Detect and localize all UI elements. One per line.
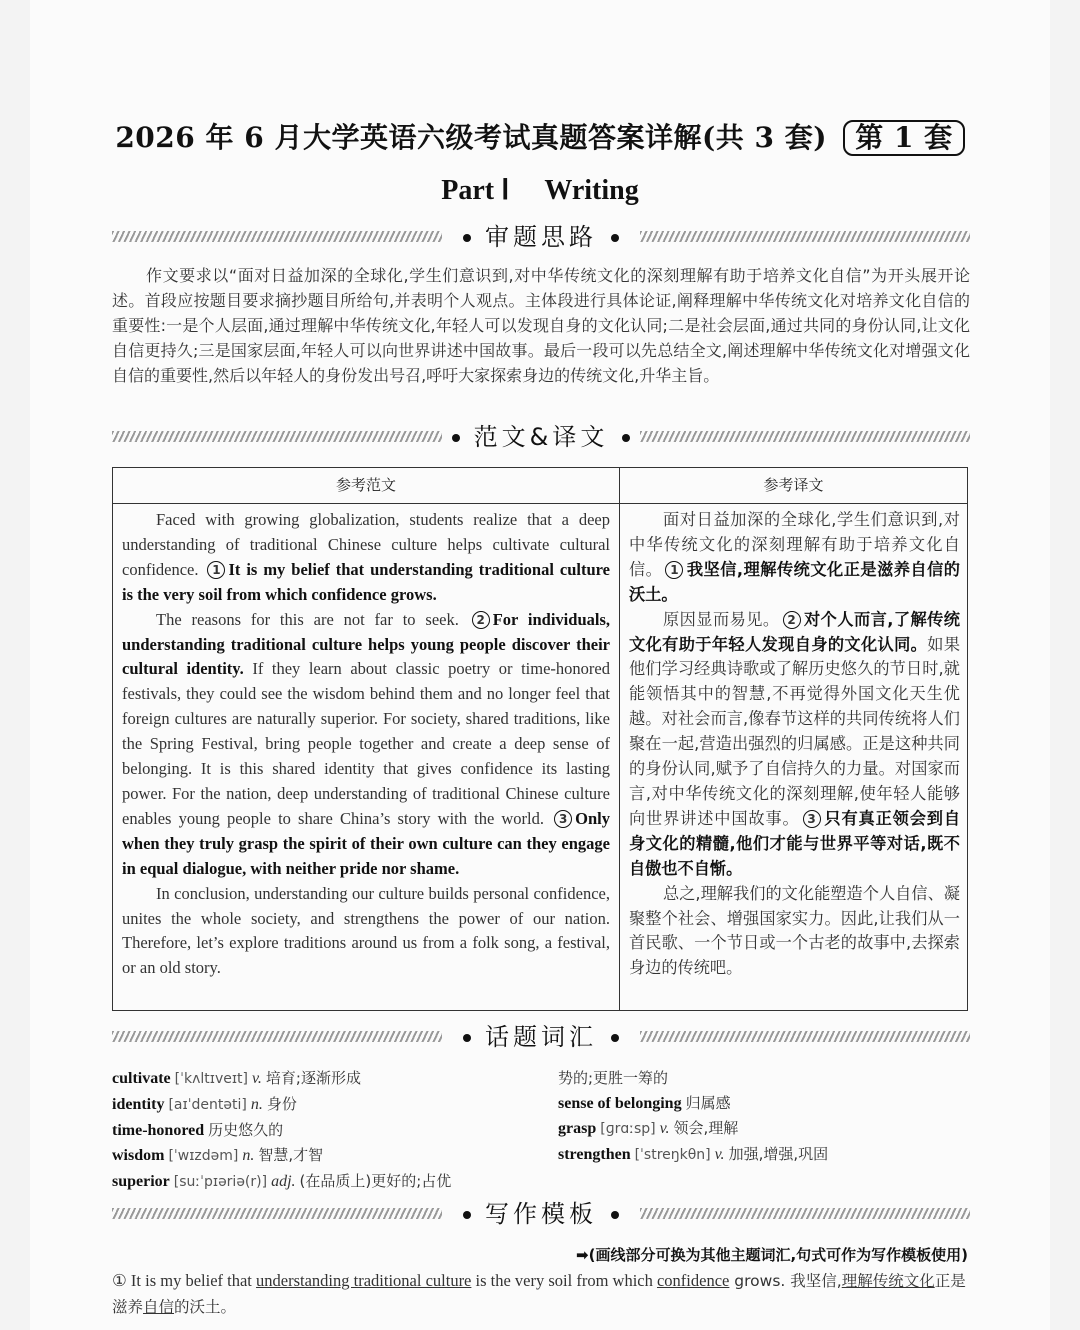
vocab-word: grasp: [558, 1120, 597, 1137]
sample-essay: [122, 508, 610, 981]
translation: [629, 508, 960, 981]
vocab-phonetic: [ˈwɪzdəm]: [168, 1148, 239, 1164]
vocab-meaning: 势的;更胜一筹的: [558, 1069, 669, 1087]
vocab-pos: v.: [659, 1120, 670, 1137]
vocab-item: [558, 1116, 970, 1142]
vocab-meaning: (在品质上)更好的;占优: [299, 1172, 452, 1190]
bullet-dot-icon: [463, 234, 471, 242]
vocab-word: cultivate: [112, 1070, 171, 1087]
key-sentence: 我坚信,理解传统文化正是滋养自信的沃土。: [629, 559, 960, 604]
vocab-phonetic: [aɪˈdentəti]: [168, 1097, 247, 1113]
translation-text: 原因显而易见。: [663, 609, 780, 629]
translation-paragraph: [629, 508, 960, 608]
example-text: 的沃土。: [174, 1298, 237, 1316]
vocab-word: sense of belonging: [558, 1095, 682, 1112]
vocab-meaning: 培育;逐渐形成: [265, 1069, 361, 1087]
page-title: [0, 116, 1080, 156]
underlined-phrase: confidence: [656, 1271, 730, 1290]
vocab-item: [558, 1142, 970, 1168]
vocab-meaning: 身份: [266, 1095, 297, 1113]
vocab-meaning: 领会,理解: [673, 1119, 739, 1137]
marker-icon: 1: [665, 561, 683, 579]
bullet-dot-icon: [463, 1034, 471, 1042]
underlined-phrase: 自信: [143, 1298, 175, 1316]
vocab-phonetic: [ˈstreŋkθn]: [634, 1147, 711, 1163]
essay-text: Faced with growing globalization, students realize that a deep understanding of traditional Chinese culture helps cultivate cultural confidence.: [122, 510, 610, 579]
vocab-pos: adj.: [271, 1173, 296, 1190]
bullet-dot-icon: [611, 234, 619, 242]
example-text: grows. 我坚信,: [729, 1272, 842, 1290]
vocab-pos: v.: [252, 1070, 262, 1087]
vocab-meaning: 智慧,才智: [258, 1146, 324, 1164]
bullet-dot-icon: [611, 1034, 619, 1042]
vocab-word: identity: [112, 1096, 165, 1113]
bullet-dot-icon: [463, 1211, 471, 1219]
section-title: 话题词汇: [485, 1023, 597, 1051]
column-header-translation: 参考译文: [763, 476, 824, 494]
part-name: Writing: [544, 175, 639, 206]
vocab-pos: n.: [250, 1096, 263, 1113]
section-divider-sample: [112, 422, 970, 452]
section-title: 审题思路: [485, 223, 597, 251]
vocab-phonetic: [suːˈpɪəriə(r)]: [173, 1174, 268, 1190]
translation-paragraph: [629, 608, 960, 882]
essay-paragraph: [122, 508, 610, 608]
vocab-pos: n.: [242, 1147, 255, 1164]
essay-text: If they learn about classic poetry or time-honored festivals, they could see the wisdom behind them and no longer feel that foreign cultures are naturally superior. For society, shared traditions, like the Spring Festival, bring people together and create a deep sense of belonging. It is this shared identity that gives confidence its lasting power. For the nation, deep understanding of traditional Chinese culture enables young people to share China’s story with the world.: [122, 659, 610, 828]
set-badge: 第 1 套: [843, 120, 964, 156]
section-divider-vocab: [112, 1022, 970, 1052]
part-number: Part Ⅰ: [441, 175, 510, 206]
section-title: 范文&译文: [473, 423, 609, 451]
vocab-item: [112, 1118, 552, 1143]
bullet-dot-icon: [622, 434, 630, 442]
marker-icon: 3: [803, 810, 821, 828]
key-sentence: It is my belief that understanding traditional culture is the very soil from which confidence grows.: [122, 559, 611, 604]
vocab-meaning: 归属感: [685, 1094, 731, 1112]
table-header: [113, 468, 967, 504]
vocab-pos: v.: [714, 1146, 725, 1163]
section-title: 写作模板: [485, 1200, 597, 1228]
section-divider-template: [112, 1199, 970, 1229]
translation-paragraph: 总之,理解我们的文化能塑造个人自信、凝聚整个社会、增强国家实力。因此,让我们从一首民歌、一个节日或一个古老的故事中,去探索身边的传统吧。: [629, 883, 960, 978]
essay-text: The reasons for this are not far to seek.: [156, 609, 459, 629]
part-heading: [0, 173, 1080, 207]
template-example: [112, 1268, 970, 1320]
key-sentence: 只有真正领会到自身文化的精髓,他们才能与世界平等对话,既不自傲也不自惭。: [629, 808, 961, 878]
vocab-word: strengthen: [558, 1146, 631, 1163]
vocab-phonetic: [ɡrɑːsp]: [600, 1121, 656, 1137]
example-text: 正是滋养: [112, 1272, 966, 1316]
vocab-list-left: [112, 1066, 552, 1195]
example-text: It is my belief that: [130, 1271, 257, 1290]
example-number: ①: [112, 1271, 127, 1290]
marker-icon: 3: [554, 810, 572, 828]
essay-paragraph: [122, 608, 610, 882]
key-sentence: Only when they truly grasp the spirit of their own culture can they engage in equal dialogue, with neither pride nor shame.: [122, 808, 610, 878]
underlined-phrase: understanding traditional culture: [256, 1271, 472, 1290]
essay-paragraph: In conclusion, understanding our culture builds personal confidence, unites the whole society, and strengthens the power of our nation. Therefore, let’s explore traditions around us from a folk song, a festival, or an old story.: [122, 883, 610, 978]
vocab-word: superior: [112, 1173, 170, 1190]
translation-text: 面对日益加深的全球化,学生们意识到,对中华传统文化的深刻理解有助于培养文化自信。: [629, 510, 960, 579]
vocab-list-right: [558, 1066, 970, 1168]
marker-icon: 2: [472, 611, 490, 629]
vocab-meaning: 加强,增强,巩固: [728, 1145, 829, 1163]
bullet-dot-icon: [611, 1211, 619, 1219]
title-text: 2026 年 6 月大学英语六级考试真题答案详解(共 3 套): [115, 121, 827, 154]
key-sentence: For individuals, understanding traditional culture helps young people discover their cultural identity.: [122, 609, 610, 679]
underlined-phrase: 理解传统文化: [841, 1272, 935, 1290]
vocab-item: [558, 1091, 970, 1116]
sample-table: [112, 467, 968, 1011]
vocab-word: wisdom: [112, 1147, 165, 1164]
column-divider: [619, 468, 620, 1010]
translation-text: 如果他们学习经典诗歌或了解历史悠久的节日时,就能领悟其中的智慧,不再觉得外国文化天生优越。对社会而言,像春节这样的共同传统将人们聚在一起,营造出强烈的归属感。正是这种共同的身份认同,赋予了自信持久的力量。对国家而言,对中华传统文化的深刻理解,使年轻人能够向世界讲述中国故事。: [629, 634, 961, 828]
analysis-paragraph: 作文要求以“面对日益加深的全球化,学生们意识到,对中华传统文化的深刻理解有助于培养文化自信”为开头展开论述。首段应按题目要求摘抄题目所给句,并表明个人观点。主体段进行具体论证,阐释理解中华传统文化对培养文化自信的重要性:一是个人层面,通过理解中华传统文化,年轻人可以发现自身的文化认同;二是社会层面,通过共同的身份认同,让文化自信更持久;三是国家层面,年轻人可以向世界讲述中国故事。最后一段可以先总结全文,阐述理解中华传统文化对增强文化自信的重要性,然后以年轻人的身份发出号召,呼吁大家探索身边的传统文化,升华主旨。: [112, 266, 970, 385]
marker-icon: 1: [207, 561, 225, 579]
template-tip: ➡(画线部分可换为其他主题词汇,句式可作为写作模板使用): [576, 1246, 968, 1264]
bullet-dot-icon: [452, 434, 460, 442]
vocab-item: [112, 1092, 552, 1118]
key-sentence: 对个人而言,了解传统文化有助于年轻人发现自身的文化认同。: [629, 609, 960, 654]
section-divider-analysis: [112, 222, 970, 252]
column-header-sample: 参考范文: [335, 476, 396, 494]
vocab-item: [558, 1066, 970, 1091]
example-text: is the very soil from which: [471, 1271, 657, 1290]
vocab-item: [112, 1169, 552, 1195]
vocab-item: [112, 1143, 552, 1169]
vocab-item: [112, 1066, 552, 1092]
vocab-word: time-honored: [112, 1122, 205, 1139]
vocab-phonetic: [ˈkʌltɪveɪt]: [174, 1071, 248, 1087]
vocab-meaning: 历史悠久的: [208, 1121, 284, 1139]
marker-icon: 2: [783, 611, 801, 629]
